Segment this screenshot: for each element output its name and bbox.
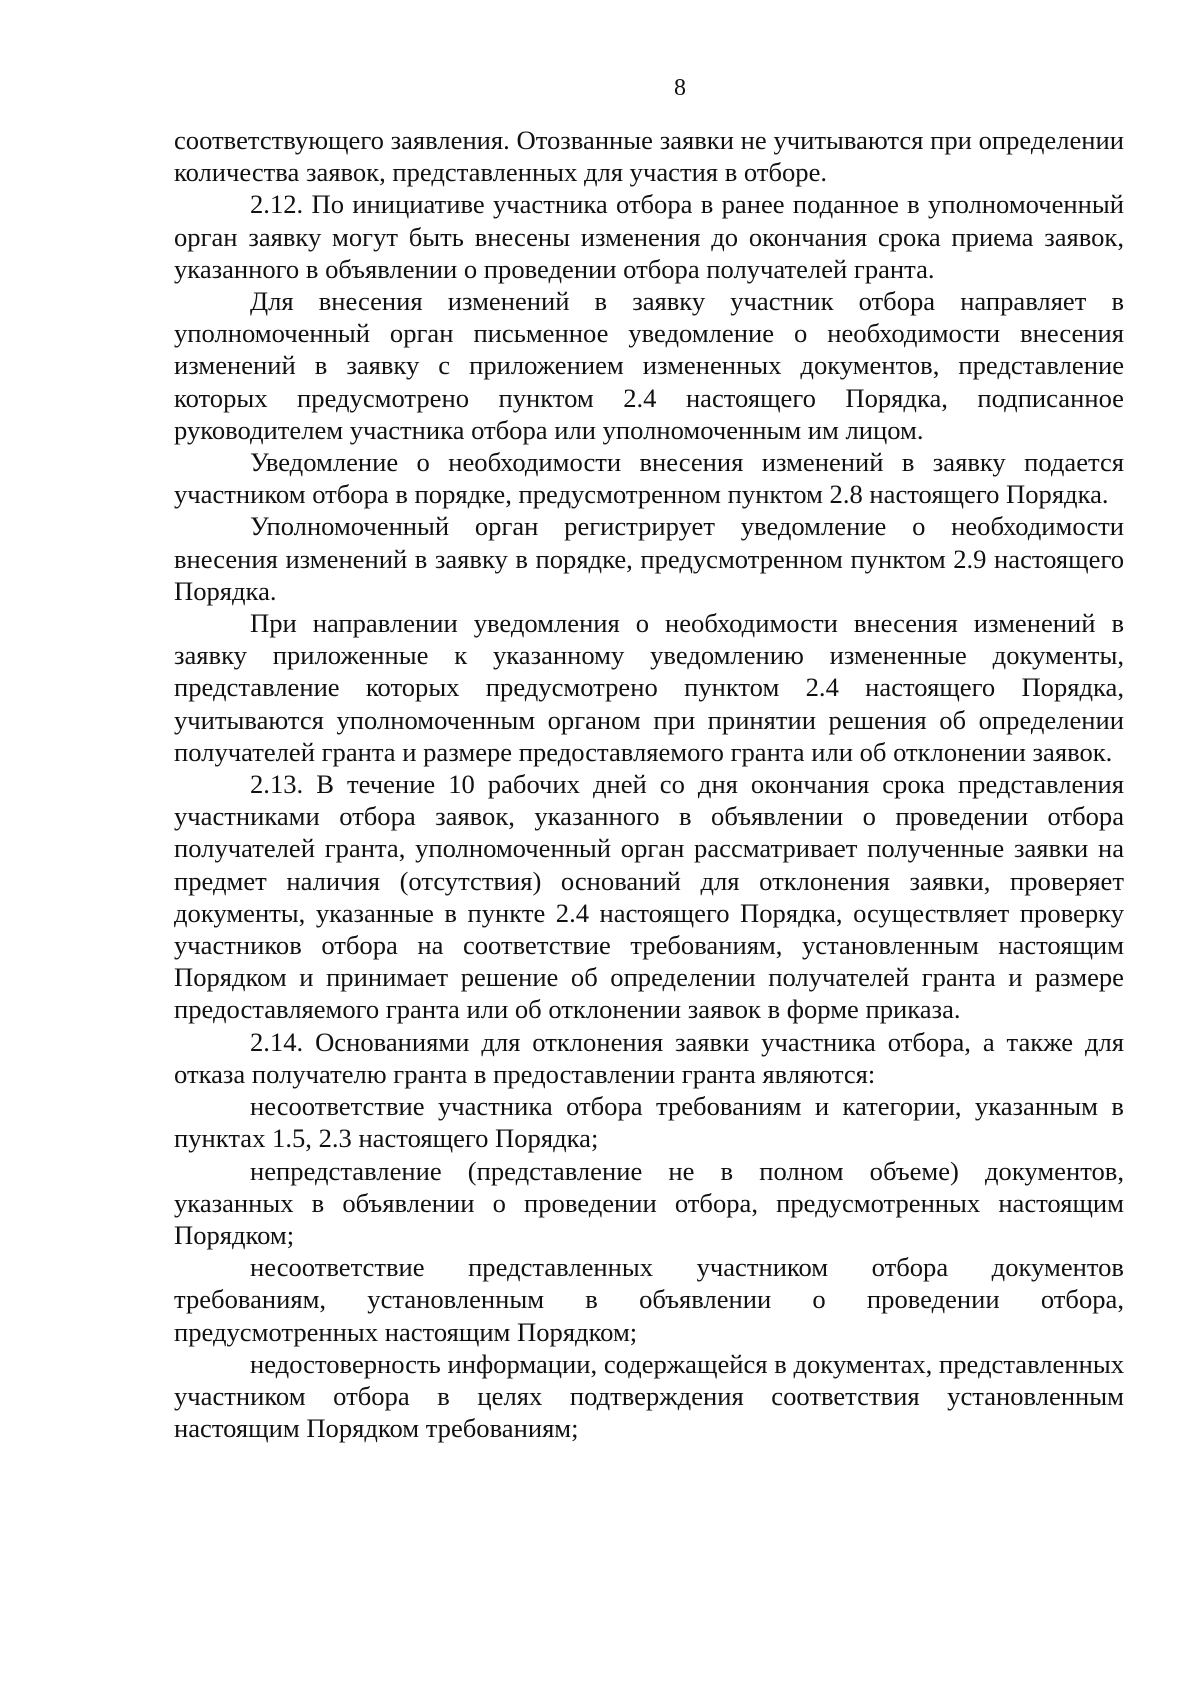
document-body — [174, 124, 1124, 1444]
paragraph-2-13: 2.13. В течение 10 рабочих дней со дня окончания срока представления участниками отбора заявок, указанного в объявлении о проведении отбора получателей гранта, уполномоченный орган рассматривает полученные заявки на предмет наличия (отсутствия) оснований для отклонения заявки, проверяет документы, указанные в пункте 2.4 настоящего Порядка, осуществляет проверку участников отбора на соответствие требованиям, установленным настоящим Порядком и принимает решение об определении получателей гранта и размере предоставляемого гранта или об отклонении заявок в форме приказа. — [174, 769, 1124, 1025]
list-item-unreliable-information: недостоверность информации, содержащейся в документах, представленных участником отбора в целях подтверждения соответствия установленным настоящим Порядком требованиям; — [174, 1348, 1124, 1444]
paragraph-changed-documents: При направлении уведомления о необходимости внесения изменений в заявку приложенные к указанному уведомлению измененные документы, представление которых предусмотрено пунктом 2.4 настоящего Порядка, учитываются уполномоченным органом при принятии решения об определении получателей гранта и размере предоставляемого гранта или об отклонении заявок. — [174, 608, 1124, 767]
page-number: 8 — [674, 75, 686, 101]
paragraph-2-12: 2.12. По инициативе участника отбора в ранее поданное в уполномоченный орган заявку могут быть внесены изменения до окончания срока приема заявок, указанного в объявлении о проведении отбора получателей гранта. — [174, 189, 1124, 284]
paragraph-2-14: 2.14. Основаниями для отклонения заявки участника отбора, а также для отказа получателю гранта в предоставлении гранта являются: — [174, 1026, 1124, 1089]
paragraph-notice-registration: Уполномоченный орган регистрирует уведомление о необходимости внесения изменений в заявку в порядке, предусмотренном пунктом 2.9 настоящего Порядка. — [174, 511, 1124, 606]
list-item-documents-mismatch: несоответствие представленных участником отбора документов требованиям, установленным в объявлении о проведении отбора, предусмотренных настоящим Порядком; — [174, 1252, 1124, 1347]
list-item-documents-missing: непредставление (представление не в полном объеме) документов, указанных в объявлении о проведении отбора, предусмотренных настоящим Порядком; — [174, 1155, 1124, 1250]
paragraph-changes-notice: Для внесения изменений в заявку участник отбора направляет в уполномоченный орган письменное уведомление о необходимости внесения изменений в заявку с приложением измененных документов, представление которых предусмотрено пунктом 2.4 настоящего Порядка, подписанное руководителем участника отбора или уполномоченным им лицом. — [174, 286, 1124, 445]
paragraph-withdrawn-applications: соответствующего заявления. Отозванные заявки не учитываются при определении количества заявок, представленных для участия в отборе. — [174, 125, 1124, 188]
paragraph-notice-submission: Уведомление о необходимости внесения изменений в заявку подается участником отбора в порядке, предусмотренном пунктом 2.8 настоящего Порядка. — [174, 447, 1124, 510]
list-item-category-mismatch: несоответствие участника отбора требованиям и категории, указанным в пунктах 1.5, 2.3 настоящего Порядка; — [174, 1091, 1124, 1154]
